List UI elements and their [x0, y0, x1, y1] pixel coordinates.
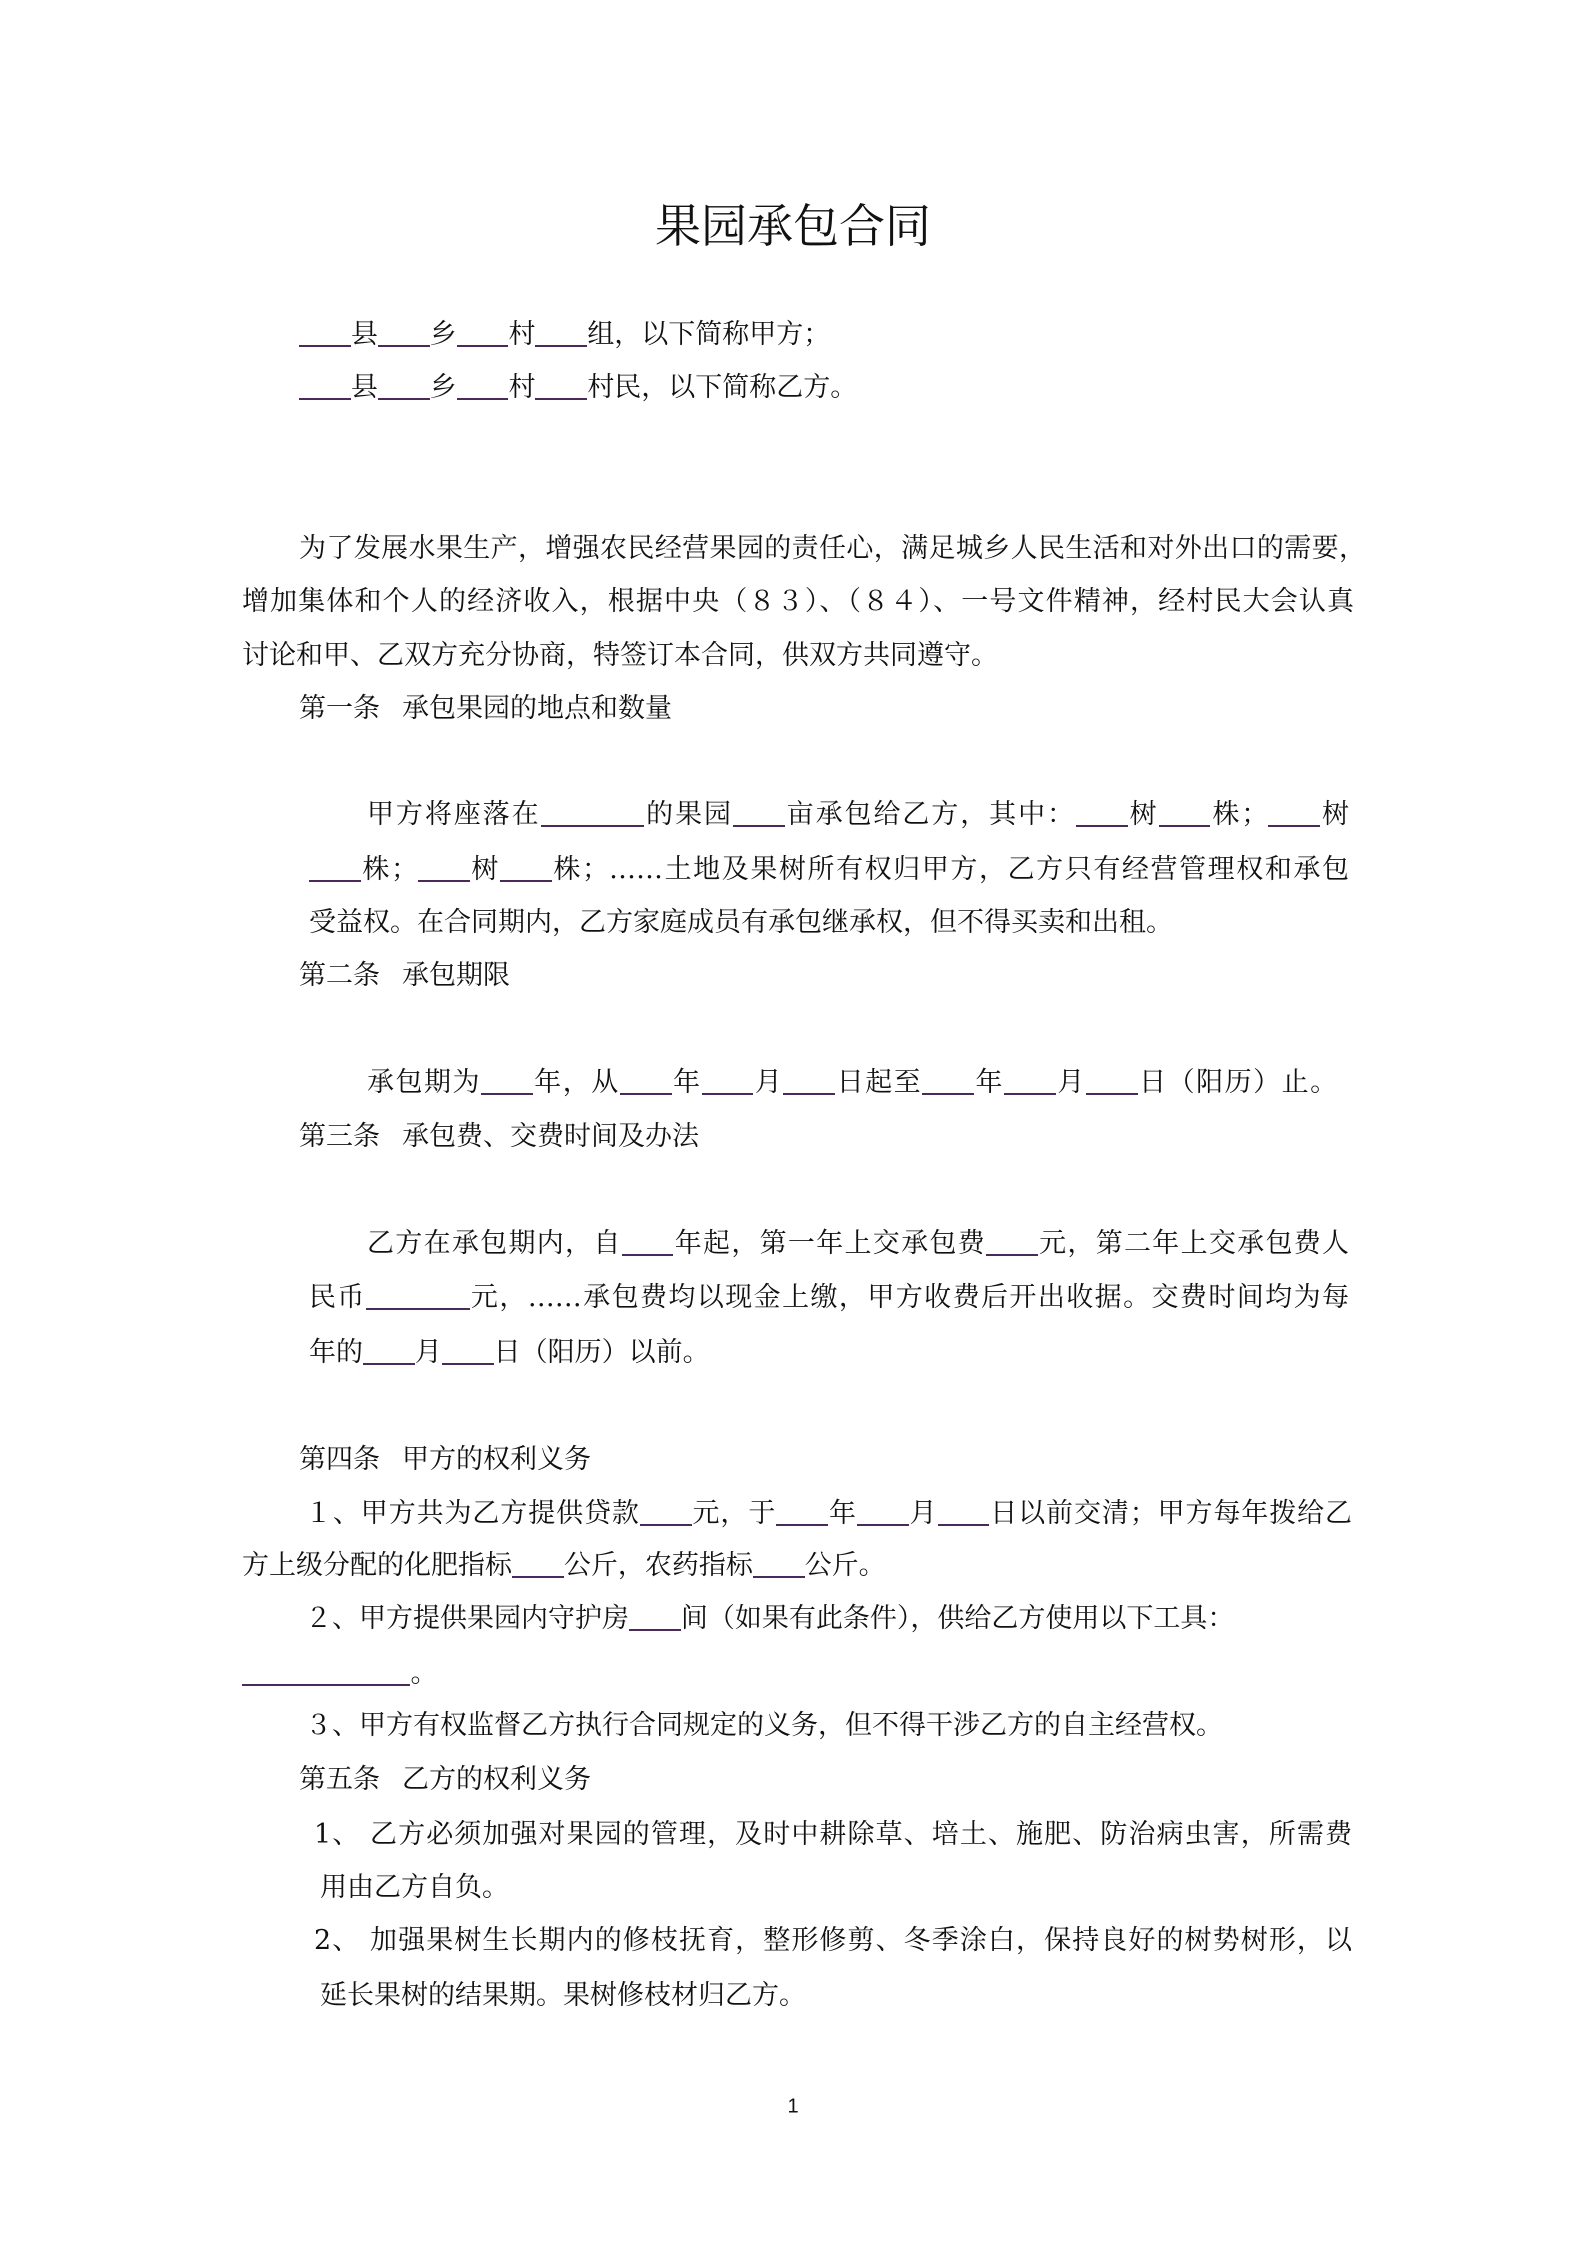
fill-in-blank[interactable]	[442, 1336, 494, 1365]
article-5-heading	[299, 1762, 591, 1798]
article-4-heading	[299, 1442, 591, 1478]
fill-in-blank[interactable]	[1076, 798, 1128, 827]
fill-in-blank[interactable]	[857, 1497, 909, 1526]
article-5-text: 1、 乙方必须加强对果园的管理，及时中耕除草、培土、施肥、防治病虫害，所需费	[314, 1819, 1352, 1850]
article-1-text: 受益权。在合同期内，乙方家庭成员有承包继承权，但不得买卖和出租。	[309, 907, 1173, 938]
article-5-text: 用由乙方自负。	[320, 1872, 509, 1903]
fill-in-blank[interactable]	[702, 1066, 754, 1095]
preamble-line: 增加集体和个人的经济收入，根据中央（８３）、（８４）、一号文件精神，经村民大会认真	[242, 586, 1354, 617]
party-a-line: 县 乡 村 组，以下简称甲方；	[299, 317, 830, 353]
fill-in-blank[interactable]	[922, 1066, 974, 1095]
article-number: 第一条	[299, 693, 380, 724]
article-5-text: 2、 加强果树生长期内的修枝抚育，整形修剪、冬季涂白，保持良好的树势树形，以	[314, 1925, 1352, 1956]
article-number: 第五条	[299, 1764, 380, 1795]
article-title: 承包果园的地点和数量	[402, 693, 672, 724]
fill-in-blank[interactable]	[535, 371, 587, 400]
fill-in-blank[interactable]	[776, 1497, 828, 1526]
article-4-text: 方上级分配的化肥指标 公斤，农药指标 公斤。	[242, 1550, 886, 1581]
fill-in-blank[interactable]	[363, 1336, 415, 1365]
fill-in-blank[interactable]	[366, 1281, 470, 1310]
fill-in-blank[interactable]	[733, 798, 785, 827]
article-number: 第四条	[299, 1444, 380, 1475]
article-2-heading	[299, 958, 510, 994]
fill-in-blank[interactable]	[1268, 798, 1320, 827]
article-number: 第二条	[299, 960, 380, 991]
fill-in-blank[interactable]	[629, 1602, 681, 1631]
article-title: 承包期限	[402, 960, 510, 991]
preamble-line: 讨论和甲、乙双方充分协商，特签订本合同，供双方共同遵守。	[242, 640, 998, 671]
article-number: 第三条	[299, 1121, 380, 1152]
article-3-text: 民币 元，……承包费均以现金上缴，甲方收费后开出收据。交费时间均为每	[309, 1282, 1350, 1313]
fill-in-blank[interactable]	[753, 1549, 805, 1578]
fill-in-blank[interactable]	[1159, 798, 1211, 827]
article-title: 甲方的权利义务	[402, 1444, 591, 1475]
fill-in-blank[interactable]	[1086, 1066, 1138, 1095]
fill-in-blank[interactable]	[242, 1657, 410, 1686]
article-2-text: 承包期为 年，从 年 月 日起至 年 月 日（阳历）止。	[367, 1067, 1338, 1098]
article-5-text: 延长果树的结果期。果树修枝材归乙方。	[320, 1980, 806, 2011]
fill-in-blank[interactable]	[512, 1549, 564, 1578]
party-b-line: 县 乡 村 村民，以下简称乙方。	[299, 370, 857, 406]
article-4-text: ３、甲方有权监督乙方执行合同规定的义务，但不得干涉乙方的自主经营权。	[305, 1710, 1223, 1741]
fill-in-blank[interactable]	[378, 371, 430, 400]
fill-in-blank[interactable]	[938, 1497, 990, 1526]
fill-in-blank[interactable]	[418, 853, 470, 882]
fill-in-blank[interactable]	[309, 853, 361, 882]
fill-in-blank[interactable]	[500, 853, 552, 882]
fill-in-blank[interactable]	[535, 318, 587, 347]
fill-in-blank[interactable]	[986, 1227, 1038, 1256]
article-title: 乙方的权利义务	[402, 1764, 591, 1795]
page-number: 1	[787, 2095, 799, 2118]
fill-in-blank[interactable]	[378, 318, 430, 347]
article-1-text: 株； 树 株；……土地及果树所有权归甲方，乙方只有经营管理权和承包	[309, 852, 1349, 888]
article-1-text: 甲方将座落在 的果园 亩承包给乙方，其中： 树 株； 树	[367, 799, 1350, 830]
fill-in-blank[interactable]	[541, 798, 645, 827]
article-3-text: 年的 月 日（阳历）以前。	[309, 1337, 710, 1368]
fill-in-blank[interactable]	[299, 318, 351, 347]
preamble-line: 为了发展水果生产，增强农民经营果园的责任心，满足城乡人民生活和对外出口的需要，	[299, 533, 1366, 564]
fill-in-blank[interactable]	[1004, 1066, 1056, 1095]
article-title: 承包费、交费时间及办法	[402, 1121, 699, 1152]
fill-in-blank[interactable]	[457, 318, 509, 347]
fill-in-blank[interactable]	[783, 1066, 835, 1095]
article-1-heading	[299, 691, 672, 727]
document-title: 果园承包合同	[655, 199, 931, 253]
article-4-text: １、甲方共为乙方提供贷款 元，于 年 月 日以前交清；甲方每年拨给乙	[305, 1498, 1353, 1529]
fill-in-blank[interactable]	[299, 371, 351, 400]
fill-in-blank[interactable]	[457, 371, 509, 400]
article-3-heading	[299, 1119, 699, 1155]
fill-in-blank[interactable]	[622, 1227, 674, 1256]
fill-in-blank[interactable]	[620, 1066, 672, 1095]
fill-in-blank[interactable]	[481, 1066, 533, 1095]
article-4-text: 。	[242, 1656, 437, 1692]
article-3-text: 乙方在承包期内，自 年起，第一年上交承包费 元，第二年上交承包费人	[367, 1228, 1350, 1259]
fill-in-blank[interactable]	[640, 1497, 692, 1526]
article-4-text: ２、甲方提供果园内守护房 间（如果有此条件），供给乙方使用以下工具：	[305, 1603, 1235, 1634]
